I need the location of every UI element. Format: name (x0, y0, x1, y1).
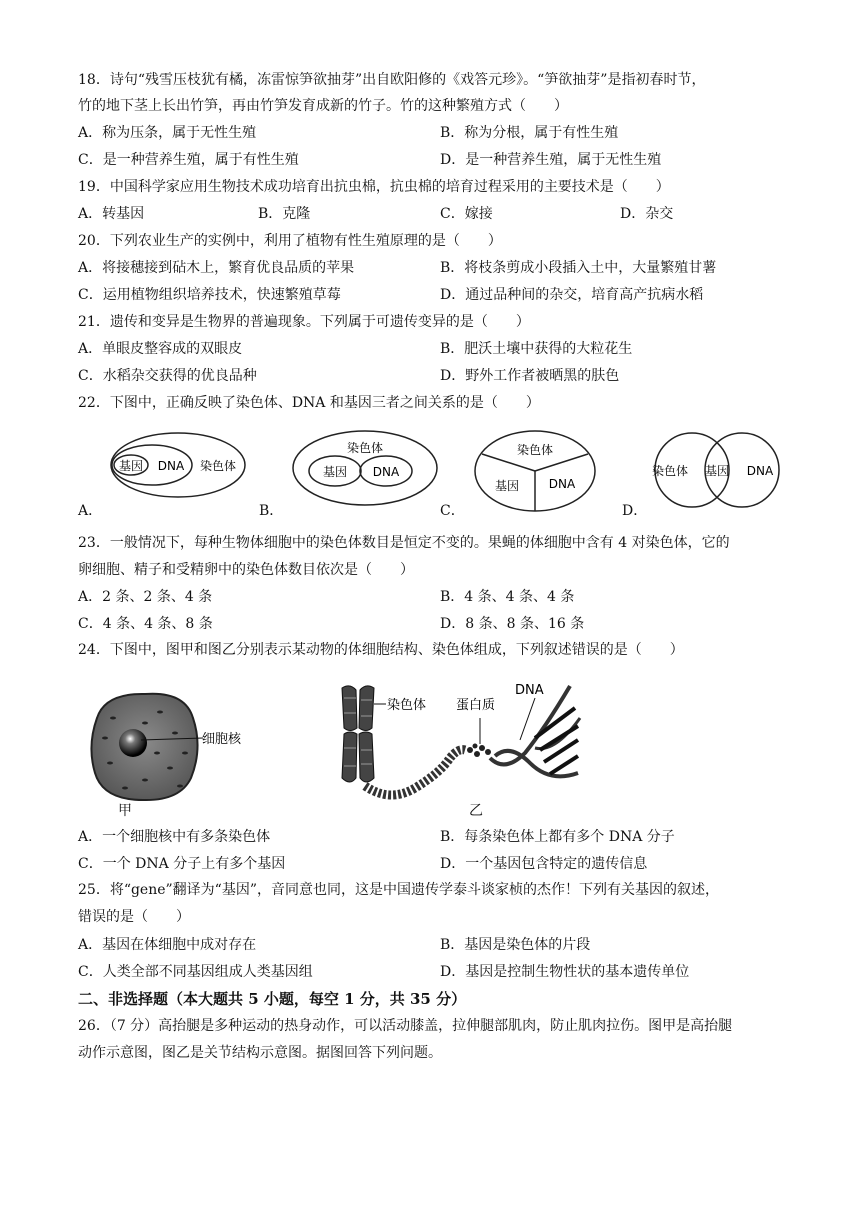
q22-diagram-b (290, 428, 440, 508)
q25-stem-line1: 25．将“gene”翻译为“基因”，音同意也同，这是中国遗传学泰斗谈家桢的杰作！下列有关基因的叙述， (78, 882, 719, 898)
fig-yi-label: 乙 (469, 803, 483, 819)
q19-option-d[interactable]: D．杂交 (620, 206, 674, 222)
q25-stem-line2: 错误的是（ ） (78, 909, 190, 925)
q21-stem: 21．遗传和变异是生物界的普遍现象。下列属于可遗传变异的是（ ） (78, 314, 530, 330)
q21-option-d[interactable]: D．野外工作者被晒黑的肤色 (440, 368, 620, 384)
nucleus-shape (119, 729, 147, 757)
nucleus-label: 细胞核 (202, 732, 242, 747)
q20-option-b[interactable]: B．将枝条剪成小段插入土中，大量繁殖甘薯 (440, 260, 717, 276)
diagram-d-dna-label: DNA (746, 464, 774, 478)
q22-option-b[interactable]: B． (259, 503, 284, 519)
q20-option-a[interactable]: A．将接穗接到砧木上，繁育优良品质的苹果 (78, 260, 355, 276)
q20-option-d[interactable]: D．通过品种间的杂交，培育高产抗病水稻 (440, 287, 704, 303)
diagram-d-gene-label: 基因 (704, 464, 730, 478)
q23-stem-line1: 23．一般情况下，每种生物体细胞中的染色体数目是恒定不变的。果蝇的体细胞中含有 4 对染色体，它的 (78, 535, 730, 551)
q25-option-c[interactable]: C．人类全部不同基因组成人类基因组 (78, 964, 313, 980)
q23-option-b[interactable]: B．4 条、4 条、4 条 (440, 589, 575, 605)
q24-chromosome-diagram (330, 678, 585, 808)
q24-cell-diagram (85, 688, 255, 813)
q22-option-a[interactable]: A． (78, 503, 103, 519)
diagram-c-chromosome-label: 染色体 (516, 443, 554, 457)
section-2-heading: 二、非选择题（本大题共 5 小题，每空 1 分，共 35 分） (78, 990, 467, 1008)
q22-diagram-c (470, 426, 600, 516)
q24-option-d[interactable]: D．一个基因包含特定的遗传信息 (440, 856, 648, 872)
diagram-d-chromosome-label: 染色体 (651, 464, 689, 478)
diagram-a-chromosome-label: 染色体 (199, 459, 237, 473)
q21-option-b[interactable]: B．肥沃土壤中获得的大粒花生 (440, 341, 633, 357)
q22-option-d[interactable]: D． (622, 503, 648, 519)
q19-option-b[interactable]: B．克隆 (258, 206, 311, 222)
diagram-a-gene-label: 基因 (118, 459, 144, 473)
q19-stem: 19．中国科学家应用生物技术成功培育出抗虫棉，抗虫棉的培育过程采用的主要技术是（ ） (78, 179, 670, 195)
q24-stem: 24．下图中，图甲和图乙分别表示某动物的体细胞结构、染色体组成，下列叙述错误的是（ ） (78, 642, 684, 658)
diagram-b-chromosome-label: 染色体 (346, 441, 384, 455)
q22-diagram-d (642, 430, 792, 510)
diagram-c-dna-label: DNA (548, 477, 576, 491)
diagram-b-gene-label: 基因 (322, 465, 348, 479)
q24-option-c[interactable]: C．一个 DNA 分子上有多个基因 (78, 856, 286, 872)
q25-option-b[interactable]: B．基因是染色体的片段 (440, 937, 591, 953)
q19-option-c[interactable]: C．嫁接 (440, 206, 493, 222)
diagram-b-dna-label: DNA (372, 465, 400, 479)
q19-option-a[interactable]: A．转基因 (78, 206, 145, 222)
q18-stem-line2: 竹的地下茎上长出竹笋，再由竹笋发育成新的竹子。竹的这种繁殖方式（ ） (78, 98, 568, 114)
dna-label: DNA (515, 683, 544, 698)
q26-stem-line1: 26．（7 分）高抬腿是多种运动的热身动作，可以活动膝盖，拉伸腿部肌肉，防止肌肉拉伤。图甲是高抬腿 (78, 1018, 733, 1034)
q21-option-a[interactable]: A．单眼皮整容成的双眼皮 (78, 341, 243, 357)
q18-stem-line1: 18．诗句“残雪压枝犹有橘，冻雷惊笋欲抽芽”出自欧阳修的《戏答元珍》。“笋欲抽芽”是指初春时节， (78, 72, 706, 88)
q18-option-c[interactable]: C．是一种营养生殖，属于有性生殖 (78, 152, 299, 168)
q20-option-c[interactable]: C．运用植物组织培养技术，快速繁殖草莓 (78, 287, 341, 303)
diagram-c-gene-label: 基因 (494, 479, 520, 493)
q22-option-c[interactable]: C． (440, 503, 465, 519)
q24-option-a[interactable]: A．一个细胞核中有多条染色体 (78, 829, 271, 845)
protein-label: 蛋白质 (456, 698, 496, 713)
q26-stem-line2: 动作示意图，图乙是关节结构示意图。据图回答下列问题。 (78, 1045, 442, 1061)
q22-diagram-a (108, 430, 253, 500)
diagram-a-dna-label: DNA (157, 459, 185, 473)
q18-option-d[interactable]: D．是一种营养生殖，属于无性生殖 (440, 152, 662, 168)
q20-stem: 20．下列农业生产的实例中，利用了植物有性生殖原理的是（ ） (78, 233, 502, 249)
q18-option-a[interactable]: A．称为压条，属于无性生殖 (78, 125, 257, 141)
q24-option-b[interactable]: B．每条染色体上都有多个 DNA 分子 (440, 829, 675, 845)
q21-option-c[interactable]: C．水稻杂交获得的优良品种 (78, 368, 257, 384)
q23-option-a[interactable]: A．2 条、2 条、4 条 (78, 589, 213, 605)
chromosome-label: 染色体 (387, 698, 427, 713)
fig-jia-label: 甲 (118, 803, 132, 819)
q25-option-a[interactable]: A．基因在体细胞中成对存在 (78, 937, 257, 953)
q18-option-b[interactable]: B．称为分根，属于有性生殖 (440, 125, 619, 141)
q22-stem: 22．下图中，正确反映了染色体、DNA 和基因三者之间关系的是（ ） (78, 395, 540, 411)
q25-option-d[interactable]: D．基因是控制生物性状的基本遗传单位 (440, 964, 690, 980)
q23-stem-line2: 卵细胞、精子和受精卵中的染色体数目依次是（ ） (78, 562, 414, 578)
q23-option-d[interactable]: D．8 条、8 条、16 条 (440, 616, 585, 632)
q23-option-c[interactable]: C．4 条、4 条、8 条 (78, 616, 213, 632)
